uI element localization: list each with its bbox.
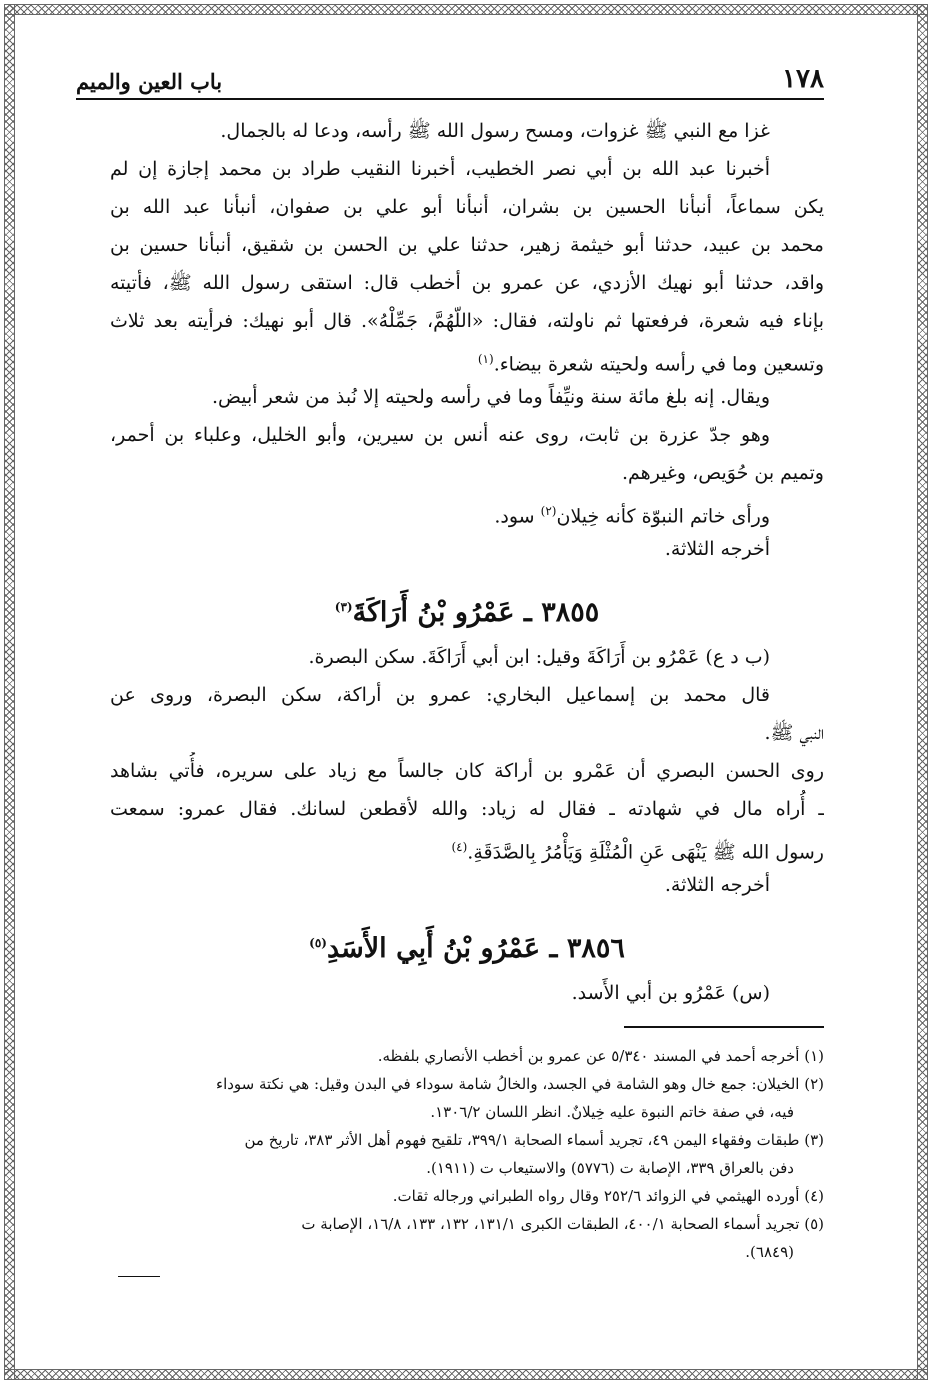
footnote-text: تجريد أسماء الصحابة ٤٠٠/١، الطبقات الكبرى ١٣١/١، ١٣٢، ١٣٣، ١٦/٨، الإصابة ت [301, 1215, 800, 1233]
footnote-number: (٥) [804, 1215, 824, 1233]
text-line: قال محمد بن إسماعيل البخاري: عمرو بن أراكة، سكن البصرة، وروى عن [110, 684, 770, 706]
footnote [110, 1210, 824, 1238]
footnote-continuation [110, 1154, 824, 1182]
text-line [110, 492, 824, 530]
footnote-number: (٣) [804, 1131, 824, 1149]
decorative-border-bottom [4, 1369, 928, 1380]
footnote [110, 1182, 824, 1210]
text-line: روى الحسن البصري أن عَمْرو بن أراكة كان جالساً مع زياد على سريره، فأُتي بشاهد [110, 760, 824, 782]
text-line [110, 340, 824, 378]
text-segment: سود. [494, 505, 535, 528]
entry-heading [110, 582, 824, 632]
page-number: ١٧٨ [782, 64, 824, 94]
footnote-continuation [110, 1098, 824, 1126]
footnote-text: (٦٨٤٩). [745, 1243, 794, 1261]
footnotes [110, 1042, 824, 1266]
text-line: ويقال. إنه بلغ مائة سنة ونيِّفاً وما في رأسه ولحيته إلا نُبذ من شعر أبيض. [211, 386, 770, 408]
decorative-border-right [917, 4, 928, 1380]
text-line: محمد بن عبيد، حدثنا أبو خيثمة زهير، حدثنا علي بن الحسن بن شقيق، أنبأنا حسين بن [110, 234, 824, 256]
entry-heading-text: ٣٨٥٦ ـ عَمْرُو بْنُ أَبِي الأَسَدِ [326, 933, 625, 964]
footnote-number: (٤) [804, 1187, 824, 1205]
footnote-text: أورده الهيثمي في الزوائد ٢٥٢/٦ وقال رواه الطبراني ورجاله ثقات. [392, 1187, 800, 1205]
footnote-ref: (٥) [309, 936, 327, 950]
footnote [110, 1070, 824, 1098]
text-line [110, 828, 824, 866]
text-line: أخرجه الثلاثة. [664, 538, 770, 560]
footnote-text: فيه، في صفة خاتم النبوة عليه خِيلانٌ. انظر اللسان ١٣٠٦/٢. [430, 1103, 794, 1121]
page-header [76, 62, 824, 100]
text-segment: رسول الله ﷺ يَنْهَى عَنِ الْمُثْلَةِ وَيَأْمُرُ بِالصَّدَقَةِ. [467, 841, 824, 864]
footnote-text: طبقات وفقهاء اليمن ٤٩، تجريد أسماء الصحابة ٣٩٩/١، تلقيح فهوم أهل الأثر ٣٨٣، تاريخ من [244, 1131, 800, 1149]
text-line: أخرجه الثلاثة. [664, 874, 770, 896]
footnote-text: دفن بالعراق ٣٣٩، الإصابة ت (٥٧٧٦) والاستيعاب ت (١٩١١). [426, 1159, 794, 1177]
main-text [110, 112, 824, 1012]
footnote-number: (١) [804, 1047, 824, 1065]
text-segment: ورأى خاتم النبوّة كأنه خِيلان [556, 505, 770, 528]
footnote [110, 1042, 824, 1070]
footnote-ref: (١) [477, 352, 494, 366]
text-line: بإناء فيه شعرة، فرفعتها ثم ناولته، فقال: «اللّهُمَّ، جَمِّلْهُ». قال أبو نهيك: فرأيته بعد ثلاث [110, 310, 824, 332]
text-line: واقد، حدثنا أبو نهيك الأزدي، عن عمرو بن أخطب قال: استقى رسول الله ﷺ، فأتيته [110, 272, 824, 294]
footnote-text: أخرجه أحمد في المسند ٥/٣٤٠ عن عمرو بن أخطب الأنصاري بلفظه. [377, 1047, 800, 1065]
footnote-ref: (٢) [540, 504, 557, 518]
text-line: (ب د ع) عَمْرُو بن أَرَاكَةَ وقيل: ابن أبي أَرَاكَةَ. سكن البصرة. [308, 646, 770, 668]
text-line: (س) عَمْرُو بن أبي الأَسد. [571, 982, 770, 1004]
entry-heading-text: ٣٨٥٥ ـ عَمْرُو بْنُ أَرَاكَةَ [352, 597, 600, 628]
running-head: باب العين والميم [76, 69, 223, 94]
text-line: غزا مع النبي ﷺ غزوات، ومسح رسول الله ﷺ رأسه، ودعا له بالجمال. [220, 120, 770, 142]
decorative-border-top [4, 4, 928, 15]
footnote-text: الخيلان: جمع خال وهو الشامة في الجسد، والخالُ شامة سوداء في البدن وقيل: هي نكتة سوداء [216, 1075, 800, 1093]
text-line: وهو جدّ عزرة بن ثابت، روى عنه أنس بن سيرين، وأبو الخليل، وعلباء بن أحمر، [110, 424, 770, 446]
text-line: ـ أُراه مال في شهادته ـ فقال له زياد: والله لأقطعن لسانك. فقال عمرو: سمعت [110, 798, 824, 820]
text-line: وتميم بن حُوَيص، وغيرهم. [622, 462, 824, 484]
text-segment: وتسعين وما في رأسه ولحيته شعرة بيضاء. [493, 353, 824, 376]
footnote [110, 1126, 824, 1154]
text-line: النبي ﷺ. [764, 722, 824, 744]
footnote-ref: (٣) [334, 600, 353, 614]
text-line: يكن سماعاً، أنبأنا الحسين بن بشران، أنبأنا أبو علي بن صفوان، أنبأنا عبد الله بن [110, 196, 824, 218]
footnote-ref: (٤) [451, 840, 468, 854]
entry-heading [110, 918, 824, 968]
decorative-border-left [4, 4, 15, 1380]
footnote-number: (٢) [804, 1075, 824, 1093]
footnote-separator [624, 1026, 824, 1028]
text-line: أخبرنا عبد الله بن أبي نصر الخطيب، أخبرنا النقيب طراد بن محمد إجازة إن لم [110, 158, 770, 180]
footnote-continuation [110, 1238, 824, 1266]
footnote-continuation-rule [118, 1276, 160, 1277]
